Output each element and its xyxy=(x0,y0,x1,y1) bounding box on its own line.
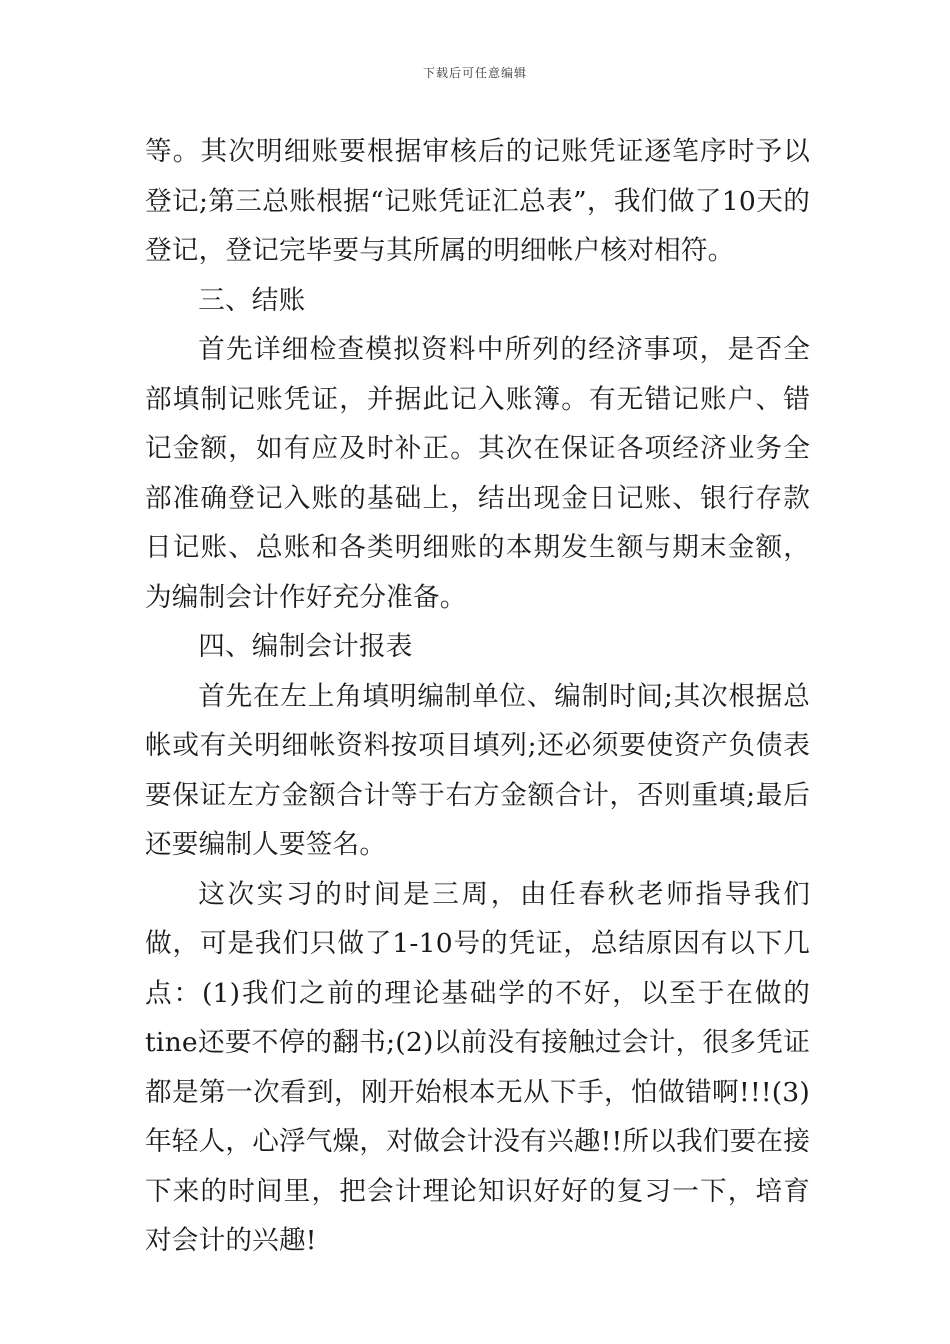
section-heading-reports: 四、编制会计报表 xyxy=(198,631,413,662)
page-header: 下载后可任意编辑 xyxy=(422,66,527,80)
document-body xyxy=(145,127,810,1266)
section-heading-closing: 三、结账 xyxy=(198,284,306,316)
paragraph-summary: 这次实习的时间是三周，由任春秋老师指导我们做，可是我们只做了1-10号的凭证，总结原因有以下几点：(1)我们之前的理论基础学的不好，以至于在做的tine还要不停的翻书;(2)以前没有接触过会计，很多凭证都是第一次看到，刚开始根本无从下手，怕做错啊!!!(3)年轻人，心浮气燥，对做会计没有兴趣!!所以我们要在接下来的时间里，把会计理论知识好好的复习一下，培育对会计的兴趣! xyxy=(145,878,810,1256)
paragraph-continuation: 等。其次明细账要根据审核后的记账凭证逐笔序时予以登记;第三总账根据“记账凭证汇总表”，我们做了10天的登记，登记完毕要与其所属的明细帐户核对相符。 xyxy=(145,136,810,266)
paragraph-reports: 首先在左上角填明编制单位、编制时间;其次根据总帐或有关明细帐资料按项目填列;还必须要使资产负债表要保证左方金额合计等于右方金额合计，否则重填;最后还要编制人要签名。 xyxy=(145,680,810,860)
paragraph-closing-accounts: 首先详细检查模拟资料中所列的经济事项，是否全部填制记账凭证，并据此记入账簿。有无错记账户、错记金额，如有应及时补正。其次在保证各项经济业务全部准确登记入账的基础上，结出现金日记账、银行存款日记账、总账和各类明细账的本期发生额与期末金额，为编制会计作好充分准备。 xyxy=(145,334,810,613)
